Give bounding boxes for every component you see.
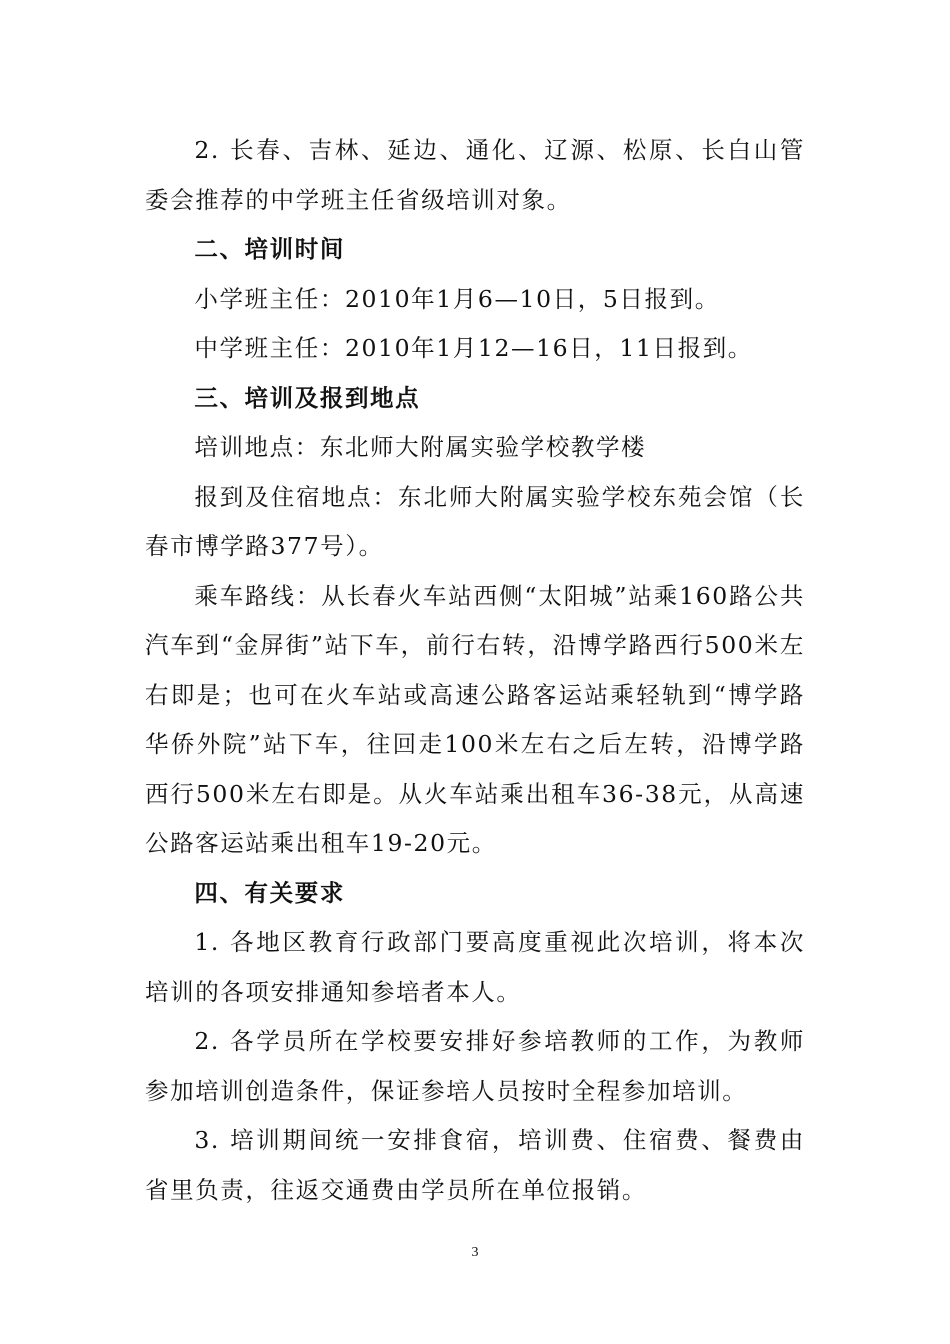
heading-requirements: 四、有关要求 <box>194 878 345 907</box>
heading-training-location: 三、培训及报到地点 <box>194 383 421 412</box>
paragraph-secondary-schedule: 中学班主任：2010年1月12—16日，11日报到。 <box>194 334 753 362</box>
paragraph-training-venue: 培训地点：东北师大附属实验学校教学楼 <box>194 433 647 461</box>
paragraph-requirement-1: 1. 各地区教育行政部门要高度重视此次培训，将本次培训的各项安排通知参培者本人。 <box>145 928 805 1006</box>
document-body <box>145 126 805 1215</box>
paragraph-transport-route: 乘车路线：从长春火车站西侧“太阳城”站乘160路公共汽车到“金屏街”站下车，前行右转，沿博学路西行500米左右即是；也可在火车站或高速公路客运站乘轻轨到“博学路华侨外院”站下车，往回走100米左右之后左转，沿博学路西行500米左右即是。从火车站乘出租车36-38元，从高速公路客运站乘出租车19-20元。 <box>145 581 805 857</box>
heading-training-time: 二、培训时间 <box>194 235 345 263</box>
paragraph-requirement-2: 2. 各学员所在学校要安排好参培教师的工作，为教师参加培训创造条件，保证参培人员按时全程参加培训。 <box>145 1027 805 1105</box>
paragraph-registration-venue: 报到及住宿地点：东北师大附属实验学校东苑会馆（长春市博学路377号）。 <box>145 482 805 560</box>
page-number: 3 <box>471 1245 479 1260</box>
paragraph-target-group-2: 2. 长春、吉林、延边、通化、辽源、松原、长白山管委会推荐的中学班主任省级培训对象。 <box>145 136 805 214</box>
paragraph-requirement-3: 3. 培训期间统一安排食宿，培训费、住宿费、餐费由省里负责，往返交通费由学员所在单位报销。 <box>145 1126 805 1204</box>
paragraph-primary-schedule: 小学班主任：2010年1月6—10日，5日报到。 <box>194 284 720 313</box>
